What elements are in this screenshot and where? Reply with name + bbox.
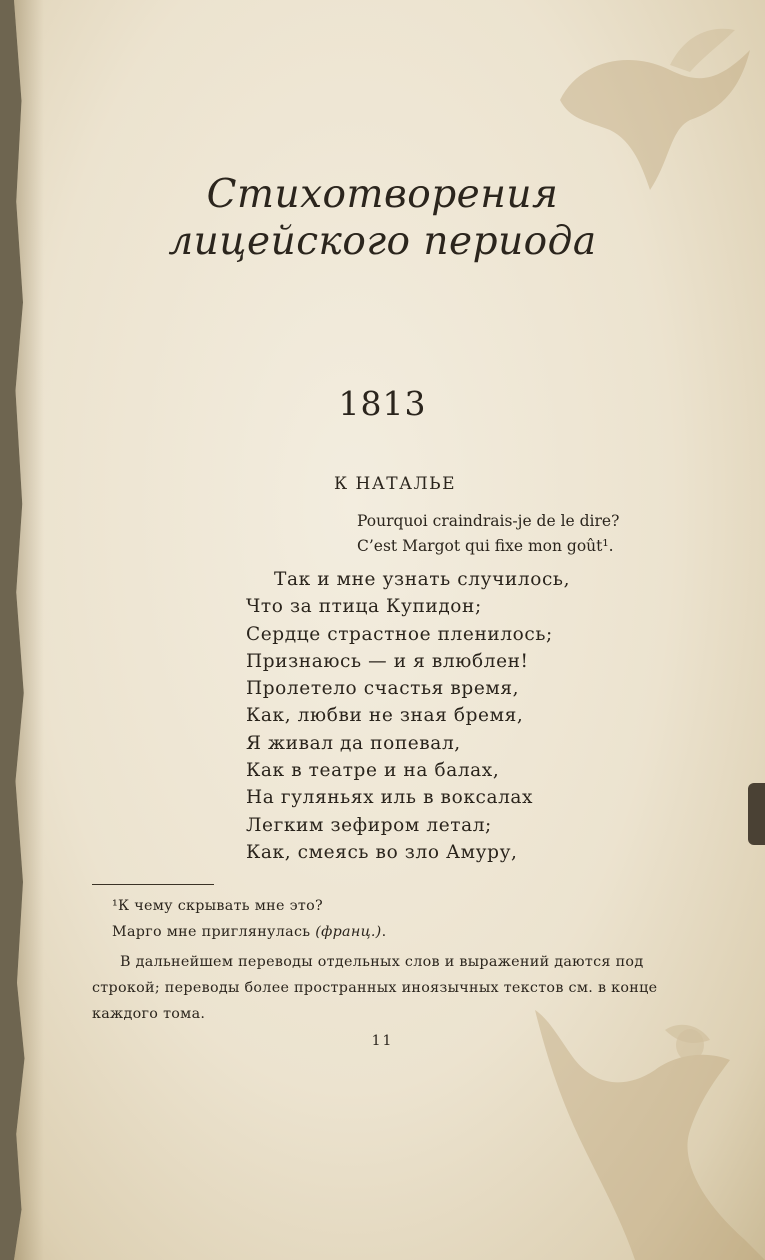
footnotes	[92, 893, 697, 1027]
verse-line: Что за птица Купидон;	[246, 596, 482, 618]
verse-line: Пролетело счастья время,	[246, 678, 520, 700]
footnote-divider	[92, 884, 214, 885]
page-number: 11	[371, 1033, 394, 1049]
verse-line: Как в театре и на балах,	[246, 760, 500, 782]
poem-verse	[246, 566, 570, 866]
verse-line: Как, любви не зная бремя,	[246, 705, 524, 727]
year-heading: 1813	[338, 384, 427, 423]
verse-line: На гуляньях иль в воксалах	[246, 787, 534, 809]
epigraph	[357, 509, 619, 559]
verse-line: Признаюсь — и я влюблен!	[246, 650, 529, 672]
verse-line: Сердце страстное пленилось;	[246, 623, 553, 645]
footnote-period: .	[381, 924, 387, 940]
poem-title: К НАТАЛЬЕ	[334, 474, 457, 494]
binder-tab	[748, 783, 765, 845]
verse-line: Так и мне узнать случилось,	[274, 569, 571, 590]
verse-line: Легким зефиром летал;	[246, 814, 492, 836]
footnote-text: Марго мне приглянулась	[112, 924, 316, 940]
epigraph-line: Pourquoi craindrais-je de le dire?	[357, 512, 620, 530]
footnote-translation-line1: ¹К чему скрывать мне это?	[112, 898, 323, 914]
section-title-line2: лицейского периода	[168, 219, 597, 264]
section-title-line1: Стихотворения	[206, 172, 559, 217]
epigraph-line: C’est Margot qui fixe mon goût¹.	[357, 537, 614, 555]
verse-line: Я живал да попевал,	[246, 732, 461, 754]
footnote-editorial-note: В дальнейшем переводы отдельных слов и выражений даются под строкой; переводы более пространных иноязычных текстов см. в конце каждого тома.	[92, 954, 658, 1022]
footnote-language: (франц.)	[315, 924, 382, 940]
footnote-translation-line2	[92, 919, 697, 945]
verse-line: Как, смеясь во зло Амуру,	[246, 841, 518, 863]
